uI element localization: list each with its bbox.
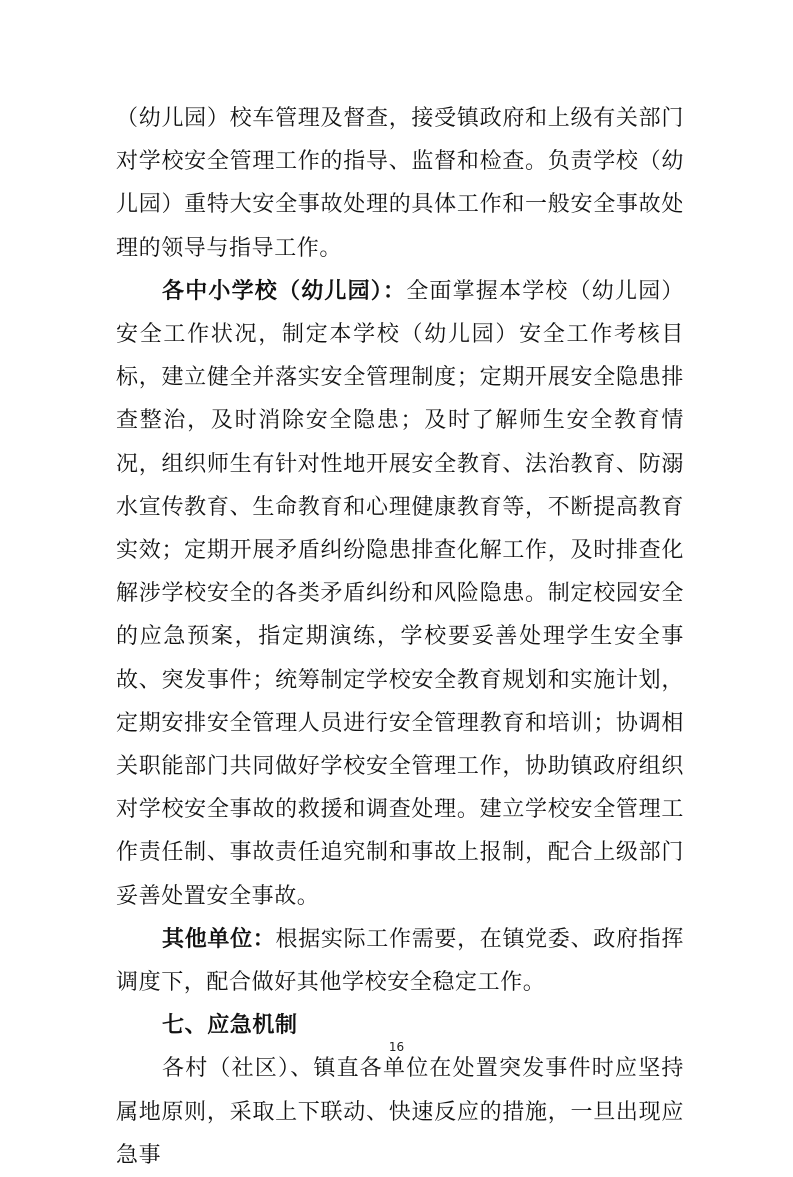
- paragraph-other-units-text: 根据实际工作需要，在镇党委、政府指挥调度下，配合做好其他学校安全稳定工作。: [116, 926, 684, 996]
- paragraph-other-units: [116, 918, 684, 1004]
- page-number: 16: [388, 1040, 405, 1054]
- document-body: [116, 97, 684, 1177]
- paragraph-school-bus-management: （幼儿园）校车管理及督查，接受镇政府和上级有关部门对学校安全管理工作的指导、监督和检查。负责学校（幼儿园）重特大安全事故处理的具体工作和一般安全事故处理的领导与指导工作。: [116, 106, 684, 261]
- paragraph-emergency-handling: 各村（社区）、镇直各单位在处置突发事件时应坚持属地原则，采取上下联动、快速反应的措施，一旦出现应急事: [116, 1056, 684, 1168]
- paragraph-schools-responsibilities: [116, 270, 684, 918]
- paragraph-schools-text: 全面掌握本学校（幼儿园）安全工作状况，制定本学校（幼儿园）安全工作考核目标，建立健全并落实安全管理制度；定期开展安全隐患排查整治，及时消除安全隐患；及时了解师生安全教育情况，组织师生有针对性地开展安全教育、法治教育、防溺水宣传教育、生命教育和心理健康教育等，不断提高教育实效；定期开展矛盾纠纷隐患排查化解工作，及时排查化解涉学校安全的各类矛盾纠纷和风险隐患。制定校园安全的应急预案，指定期演练，学校要妥善处理学生安全事故、突发事件；统筹制定学校安全教育规划和实施计划，定期安排安全管理人员进行安全管理教育和培训；协调相关职能部门共同做好学校安全管理工作，协助镇政府组织对学校安全事故的救援和调查处理。建立学校安全管理工作责任制、事故责任追究制和事故上报制，配合上级部门妥善处置安全事故。: [116, 278, 684, 909]
- section-heading-emergency-mechanism: 七、应急机制: [162, 1013, 298, 1039]
- paragraph-lead-schools: 各中小学校（幼儿园）：: [162, 278, 407, 304]
- paragraph-lead-other-units: 其他单位：: [162, 926, 276, 952]
